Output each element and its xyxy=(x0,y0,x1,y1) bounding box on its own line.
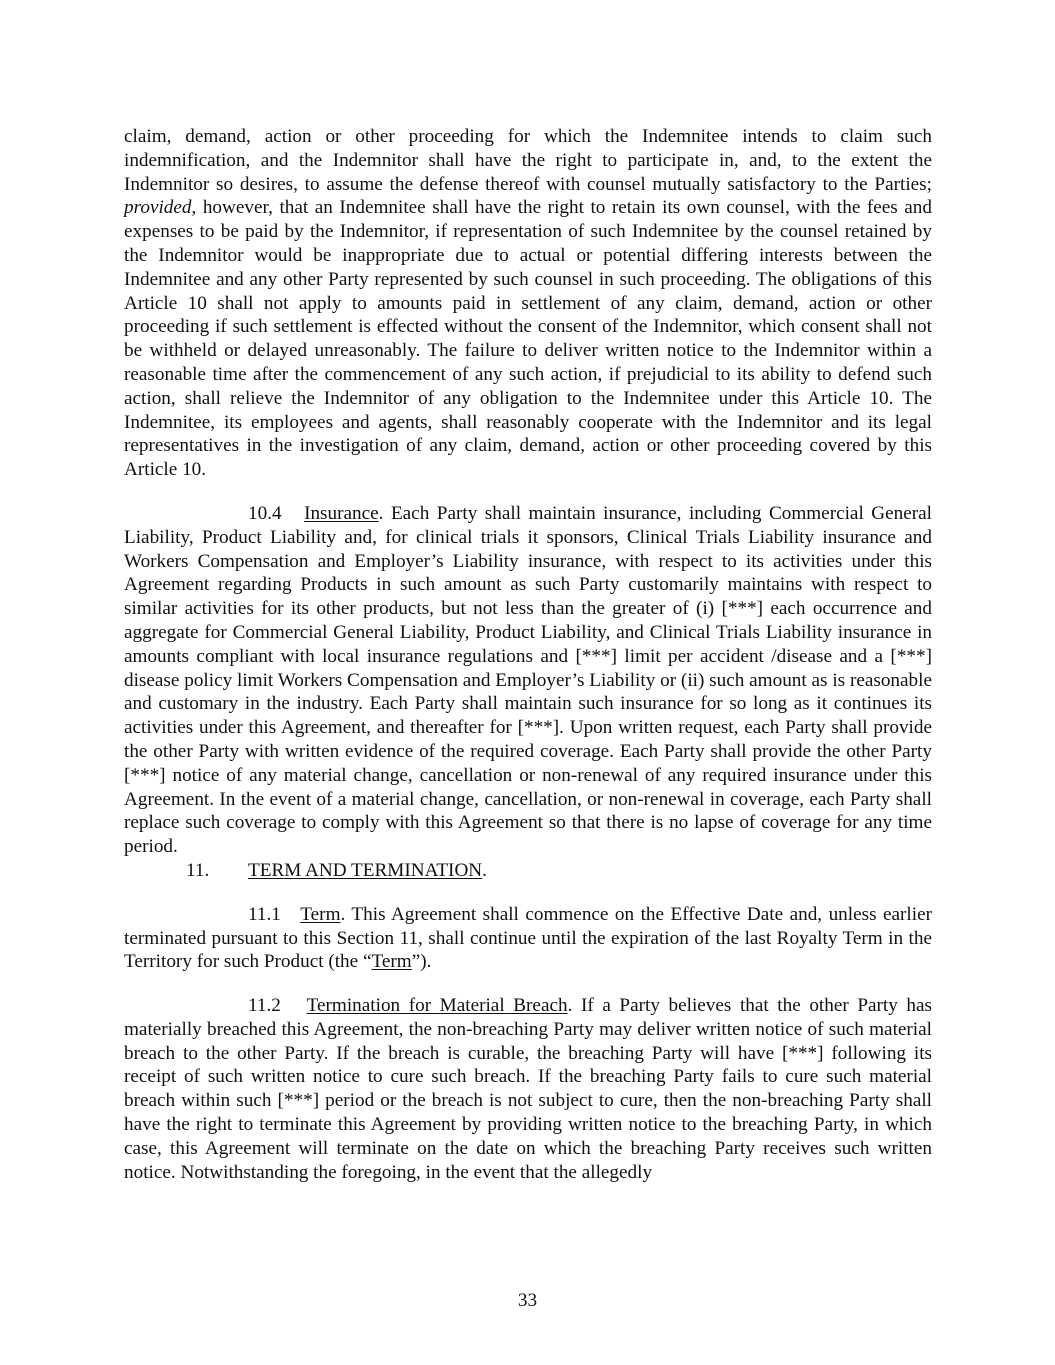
section-title: Term xyxy=(300,903,341,925)
section-11-2-termination-for-material-breach xyxy=(124,994,932,1184)
section-title: Insurance xyxy=(304,502,379,524)
document-body xyxy=(124,125,932,1184)
paragraph-text: claim, demand, action or other proceeding for which the Indemnitee intends to claim such indemnification, and the Indemnitor shall have the right to participate in, and, to the extent the Indemnitor so desires, to assume the defense thereof with counsel mutually satisfactory to the Parties; xyxy=(124,126,932,195)
defined-term: Term xyxy=(371,951,412,973)
italic-term-provided: provided xyxy=(124,197,192,219)
article-title: TERM AND TERMINATION xyxy=(248,859,483,881)
section-11-1-term xyxy=(124,903,932,974)
section-text: . If a Party believes that the other Party has materially breached this Agreement, the non-breaching Party may deliver written notice of such material breach to the other Party. If the breach is curable, the breaching Party will have [***] following its receipt of such written notice to cure such breach. If the breaching Party fails to cure such material breach within such [***] period or the breach is not subject to cure, then the non-breaching Party shall have the right to terminate this Agreement by providing written notice to the breaching Party, in which case, this Agreement will terminate on the date on which the breaching Party receives such written notice. Notwithstanding the foregoing, in the event that the allegedly xyxy=(124,995,932,1183)
section-number: 11.1 xyxy=(248,903,281,925)
page-number: 33 xyxy=(517,1290,538,1311)
section-number: 10.4 xyxy=(248,502,282,524)
section-text: . This Agreement shall commence on the Effective Date and, unless earlier terminated pursuant to this Section 11, shall continue until the expiration of the last Royalty Term in the Territory for such Product (the “ xyxy=(124,903,932,973)
section-number: 11.2 xyxy=(248,995,281,1017)
section-title: Termination for Material Breach xyxy=(306,995,568,1017)
section-text: . Each Party shall maintain insurance, including Commercial General Liability, Product Liability and, for clinical trials it sponsors, Clinical Trials Liability insurance and Workers Compensation and Employer’s Liability insurance, with respect to its activities under this Agreement regarding Products in such amount as such Party customarily maintains with respect to similar activities for its other products, but not less than the greater of (i) [***] each occurrence and aggregate for Commercial General Liability, Product Liability, and Clinical Trials Liability insurance in amounts compliant with local insurance regulations and [***] limit per accident /disease and a [***] disease policy limit Workers Compensation and Employer’s Liability or (ii) such amount as is reasonable and customary in the industry. Each Party shall maintain such insurance for so long as it continues its activities under this Agreement, and thereafter for [***]. Upon written request, each Party shall provide the other Party with written evidence of the required coverage. Each Party shall provide the other Party [***] notice of any material change, cancellation or non-renewal of any required insurance under this Agreement. In the event of a material change, cancellation, or non-renewal in coverage, each Party shall replace such coverage to comply with this Agreement so that there is no lapse of coverage for any time period. xyxy=(124,502,932,858)
paragraph-indemnification-continued xyxy=(124,125,932,482)
section-text-end: ”). xyxy=(411,951,432,973)
article-11-heading xyxy=(124,859,932,883)
article-number: 11. xyxy=(186,859,210,881)
section-10-4-insurance xyxy=(124,502,932,859)
article-title-suffix: . xyxy=(482,859,487,881)
paragraph-text: , however, that an Indemnitee shall have the right to retain its own counsel, with the fees and expenses to be paid by the Indemnitor, if representation of such Indemnitee by the counsel retained by the Indemnitor would be inappropriate due to actual or potential differing interests between the Indemnitee and any other Party represented by such counsel in such proceeding. The obligations of this Article 10 shall not apply to amounts paid in settlement of any claim, demand, action or other proceeding if such settlement is effected without the consent of the Indemnitor, which consent shall not be withheld or delayed unreasonably. The failure to deliver written notice to the Indemnitor within a reasonable time after the commencement of any such action, if prejudicial to its ability to defend such action, shall relieve the Indemnitor of any obligation to the Indemnitee under this Article 10. The Indemnitee, its employees and agents, shall reasonably cooperate with the Indemnitor and its legal representatives in the investigation of any claim, demand, action or other proceeding covered by this Article 10. xyxy=(124,197,932,481)
